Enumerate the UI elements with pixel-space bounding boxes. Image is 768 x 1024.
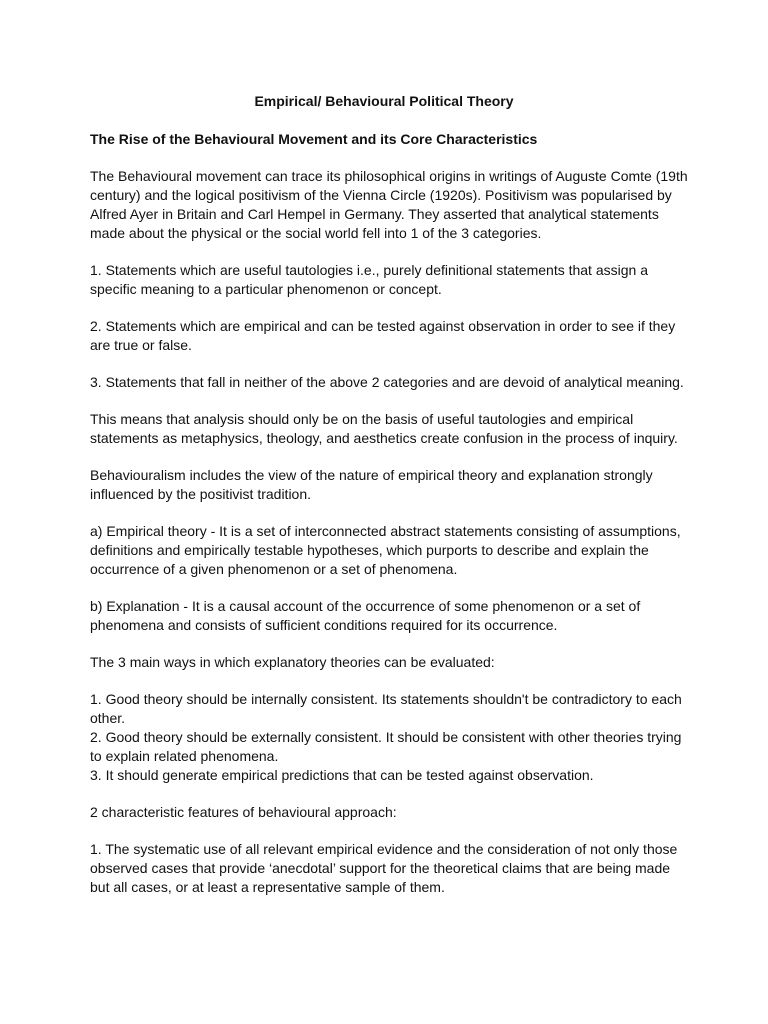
meaning-paragraph: This means that analysis should only be on the basis of useful tautologies and empirical statements as metaphysics, theology, and aesthetics create confusion in the process of inquiry. [90,411,678,446]
category-1-paragraph: 1. Statements which are useful tautologies i.e., purely definitional statements that assign a specific meaning to a particular phenomenon or concept. [90,262,648,297]
explanation-definition: b) Explanation - It is a causal account of the occurrence of some phenomenon or a set of phenomena and consists of sufficient conditions required for its occurrence. [90,598,641,633]
evaluation-ways-list [90,690,690,785]
category-3-paragraph: 3. Statements that fall in neither of the above 2 categories and are devoid of analytical meaning. [90,374,684,390]
feature-1-paragraph: 1. The systematic use of all relevant empirical evidence and the consideration of not only those observed cases that provide ‘anecdotal’ support for the theoretical claims that are being made but all cases, or at least a representative sample of them. [90,841,678,895]
document-body [90,130,690,915]
intro-paragraph: The Behavioural movement can trace its philosophical origins in writings of Auguste Comte (19th century) and the logical positivism of the Vienna Circle (1920s). Positivism was popularised by Alfred Ayer in Britain and Carl Hempel in Germany. They asserted that analytical statements made about the physical or the social world fell into 1 of the 3 categories. [90,168,688,241]
evaluation-way-item: 3. It should generate empirical predictions that can be tested against observation. [90,767,594,783]
evaluation-way-item: 1. Good theory should be internally consistent. Its statements shouldn't be contradictory to each other. [90,691,682,726]
category-2-paragraph: 2. Statements which are empirical and can be tested against observation in order to see if they are true or false. [90,318,676,353]
document-title: Empirical/ Behavioural Political Theory [254,93,514,109]
evaluation-way-item: 2. Good theory should be externally consistent. It should be consistent with other theories trying to explain related phenomena. [90,729,682,764]
features-intro: 2 characteristic features of behavioural approach: [90,804,397,820]
empirical-theory-definition: a) Empirical theory - It is a set of interconnected abstract statements consisting of assumptions, definitions and empirically testable hypotheses, which purports to describe and explain the occurrence of a given phenomenon or a set of phenomena. [90,523,681,577]
evaluation-ways-intro: The 3 main ways in which explanatory theories can be evaluated: [90,654,495,670]
view-paragraph: Behaviouralism includes the view of the nature of empirical theory and explanation strongly influenced by the positivist tradition. [90,467,653,502]
section-heading: The Rise of the Behavioural Movement and its Core Characteristics [90,131,538,147]
